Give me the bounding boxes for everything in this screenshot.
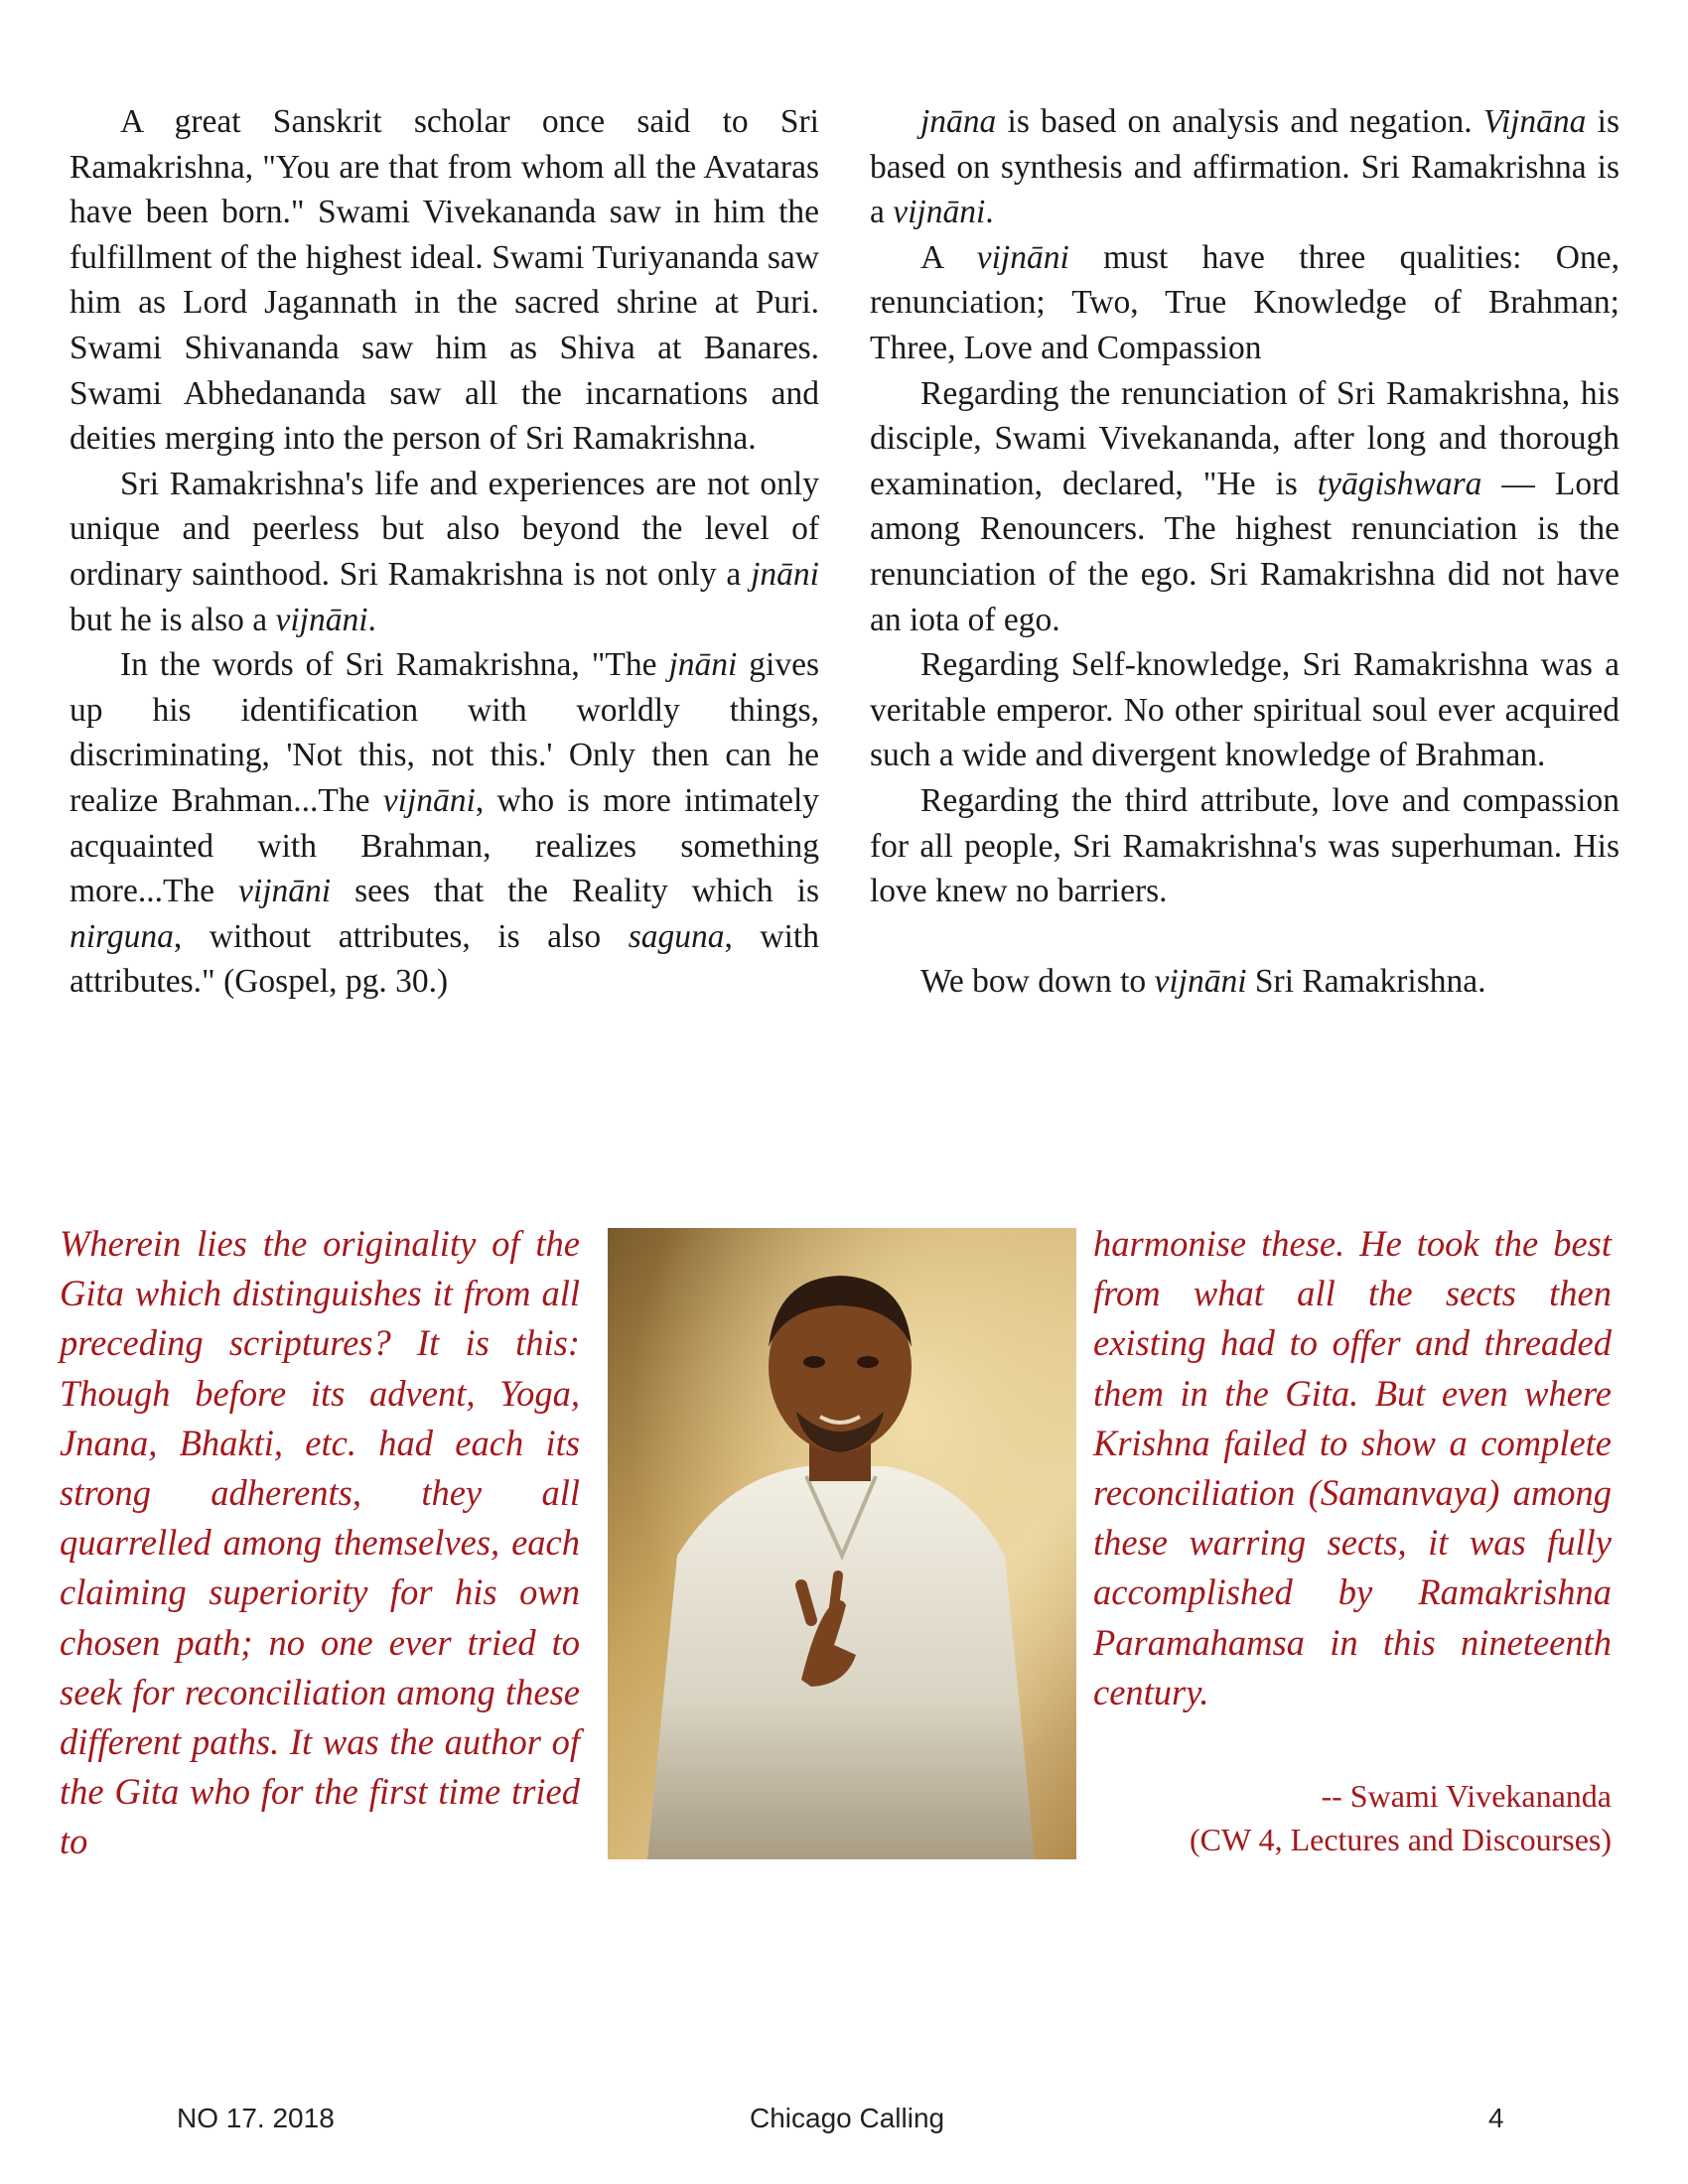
italic-term: jnāni (751, 555, 819, 593)
text-run: A (920, 238, 977, 276)
footer-issue-number: NO 17. 2018 (177, 2103, 335, 2133)
footer-page-number: 4 (1488, 2103, 1504, 2133)
quote-attribution-author: -- Swami Vivekananda (1321, 1778, 1612, 1814)
text-run: Regarding the third attribute, love and compassion for all people, Sri Ramakrishna's was superhuman. His love knew no barriers. (870, 781, 1619, 910)
italic-term: vijnāni (238, 873, 332, 910)
text-run: We bow down to (920, 963, 1155, 1001)
text-run: is based on synthesis and affirmation. Sri Ramakrishna is a (870, 103, 1619, 231)
ramakrishna-portrait-image (608, 1228, 1076, 1859)
text-run: , with attributes." (Gospel, pg. 30.) (70, 917, 819, 1001)
italic-term: tyāgishwara (1317, 465, 1482, 502)
italic-term: vijnāni (976, 238, 1069, 276)
quote-text-right-body: harmonise these. He took the best from what all the sects then existing had to offer and threaded them in the Gita. But even where Krishna failed to show a complete reconciliation (Samanvaya) among these warring sects, it was fully accomplished by Ramakrishna Paramahamsa in this nineteenth century. (1093, 1223, 1612, 1712)
article-paragraph (70, 99, 819, 462)
text-run: but he is also a (70, 601, 276, 638)
text-run: . (367, 601, 376, 638)
italic-term: jnāni (668, 646, 738, 684)
footer-publication-title: Chicago Calling (750, 2103, 945, 2133)
italic-term: vijnāni (893, 194, 986, 231)
text-run: A great Sanskrit scholar once said to Sri Ramakrishna, "You are that from whom all the Avataras have been born." Swami Vivekananda saw in him the fulfillment of the highest ideal. Swami Turiyananda saw him as Lord Jagannath in the sacred shrine at Puri. Swami Shivananda saw him as Shiva at Banares. Swami Abhedananda saw all the incarnations and deities merging into the person of Sri Ramakrishna. (70, 103, 819, 458)
quote-text-right (1093, 1219, 1612, 1717)
article-paragraph (70, 462, 819, 642)
article-paragraph (70, 642, 819, 1005)
text-run: , who is more intimately acquainted with Brahman, realizes something more...The (70, 781, 820, 910)
article-left-column (70, 99, 819, 1005)
italic-term: vijnāni (1154, 963, 1247, 1001)
article-paragraph (870, 642, 1619, 778)
text-run: Regarding the renunciation of Sri Ramakrishna, his disciple, Swami Vivekananda, after long and thorough examination, declared, "He is (870, 374, 1619, 502)
text-run: — Lord among Renouncers. The highest renunciation is the renunciation of the ego. Sri Ramakrishna did not have an iota of ego. (870, 465, 1619, 638)
text-run: Sri Ramakrishna's life and experiences are not only unique and peerless but also beyond the level of ordinary sainthood. Sri Ramakrishna is not only a (70, 465, 819, 593)
article-paragraph (870, 778, 1619, 914)
article-right-column (870, 99, 1619, 1005)
quote-attribution-source: (CW 4, Lectures and Discourses) (1189, 1822, 1612, 1857)
quote-text-left: Wherein lies the originality of the Gita which distinguishes it from all preceding scriptures? It is this: Though before its advent, Yoga, Jnana, Bhakti, etc. had each its strong adherents, they all quarrelled among themselves, each claiming superiority for his own chosen path; no one ever tried to seek for reconciliation among these different paths. It was the author of the Gita who for the first time tried to (60, 1223, 580, 1862)
text-run: gives up his identification with worldly things, discriminating, 'Not this, not this.' Only then can he realize Brahman...The (70, 646, 820, 819)
text-run: In the words of Sri Ramakrishna, "The (120, 646, 669, 684)
text-run: Regarding Self-knowledge, Sri Ramakrishna was a veritable emperor. No other spiritual soul ever acquired such a wide and divergent knowledge of Brahman. (870, 646, 1619, 774)
italic-term: saguna (628, 917, 725, 955)
italic-term: Vijnāna (1482, 103, 1587, 140)
article-paragraph (870, 959, 1619, 1005)
italic-term: jnāna (920, 103, 997, 140)
italic-term: vijnāni (275, 601, 368, 638)
article-paragraph (870, 371, 1619, 643)
text-run: must have three qualities: One, renunciation; Two, True Knowledge of Brahman; Three, Love and Compassion (870, 238, 1619, 366)
article-paragraph (870, 235, 1619, 371)
italic-term: vijnāni (382, 781, 476, 819)
text-run: sees that the Reality which is (331, 873, 819, 910)
text-run: is based on analysis and negation. (996, 103, 1483, 140)
text-run: . (985, 194, 994, 231)
article-paragraph (870, 99, 1619, 235)
text-run: Sri Ramakrishna. (1246, 963, 1486, 1001)
paragraph-gap (870, 914, 1619, 960)
text-run: , without attributes, is also (173, 917, 629, 955)
italic-term: nirguna (70, 917, 174, 955)
